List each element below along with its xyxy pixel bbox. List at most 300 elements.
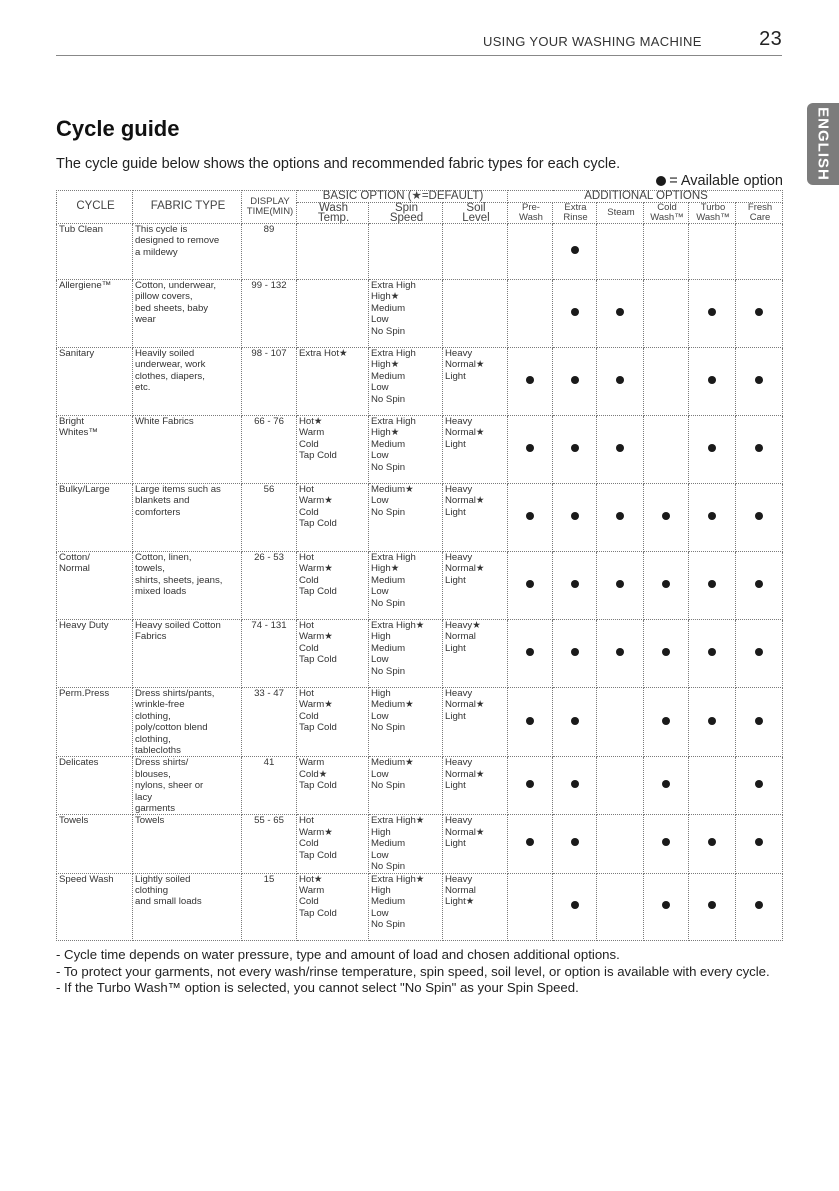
wash-temp-cell-line: Hot★ — [299, 873, 323, 885]
language-tab — [807, 103, 839, 185]
header-extra-rinse: Extra Rinse — [553, 203, 597, 224]
available-dot-icon — [616, 648, 624, 656]
option-cell — [508, 348, 553, 416]
header-turbo-wash: Turbo Wash™ — [689, 203, 736, 224]
cycle-cell — [57, 552, 133, 620]
cycle-cell — [57, 815, 133, 873]
available-dot-icon — [526, 648, 534, 656]
spin-speed-cell-line: Extra High — [371, 280, 416, 291]
time-cell: 26 - 53 — [242, 552, 297, 620]
available-dot-icon — [616, 444, 624, 452]
option-cell — [597, 224, 644, 280]
available-dot-icon — [616, 580, 624, 588]
wash-temp-cell-line: Warm★ — [299, 826, 333, 838]
fabric-cell — [133, 348, 242, 416]
option-cell — [644, 484, 689, 552]
available-dot-icon — [526, 780, 534, 788]
spin-speed-cell — [369, 815, 443, 873]
wash-temp-cell — [297, 224, 369, 280]
available-dot-icon — [662, 780, 670, 788]
wash-temp-cell — [297, 416, 369, 484]
available-dot-icon — [708, 901, 716, 909]
soil-level-cell-line: Heavy — [445, 757, 473, 769]
fabric-cell-line: White Fabrics — [135, 416, 194, 427]
cycle-cell — [57, 484, 133, 552]
header-soil-level: Soil Level — [443, 203, 508, 224]
spin-speed-cell-line: Low — [371, 382, 389, 394]
header-additional-options: ADDITIONAL OPTIONS — [508, 191, 783, 203]
spin-speed-cell-line: Medium — [371, 302, 406, 314]
wash-temp-cell-line: Cold — [299, 642, 319, 654]
table-row — [57, 552, 783, 620]
option-cell — [644, 280, 689, 348]
option-cell — [597, 620, 644, 688]
cycle-cell — [57, 873, 133, 940]
soil-level-cell — [443, 280, 508, 348]
soil-level-cell — [443, 815, 508, 873]
cycle-cell — [57, 416, 133, 484]
option-cell — [597, 416, 644, 484]
note-item: - If the Turbo Wash™ option is selected, you cannot select "No Spin" as your Spin Speed. — [56, 980, 579, 995]
wash-temp-cell-line: Cold — [299, 506, 319, 518]
option-cell — [553, 348, 597, 416]
fabric-cell — [133, 815, 242, 873]
soil-level-cell-line: Light — [445, 780, 466, 792]
spin-speed-cell-line: Medium — [371, 896, 406, 908]
option-cell — [508, 815, 553, 873]
spin-speed-cell — [369, 688, 443, 757]
option-cell — [597, 348, 644, 416]
option-cell — [553, 484, 597, 552]
time-cell: 89 — [242, 224, 297, 280]
spin-speed-cell-line: No Spin — [371, 393, 406, 405]
fabric-cell-line: garments — [135, 803, 175, 815]
option-cell — [553, 416, 597, 484]
option-cell — [689, 224, 736, 280]
spin-speed-cell-line: Medium — [371, 838, 406, 850]
fabric-cell-line: Dress shirts/ — [135, 757, 189, 769]
wash-temp-cell-line: Cold — [299, 574, 319, 586]
soil-level-cell-line: Normal★ — [445, 768, 485, 780]
cycle-cell — [57, 757, 133, 815]
fabric-cell-line: underwear, work — [135, 359, 206, 371]
cycle-cell — [57, 280, 133, 348]
cycle-cell-line: Normal — [59, 563, 90, 575]
available-dot-icon — [755, 444, 763, 452]
available-dot-icon — [708, 648, 716, 656]
spin-speed-cell — [369, 416, 443, 484]
wash-temp-cell-line: Cold — [299, 438, 319, 450]
spin-speed-cell-line: Medium★ — [371, 484, 414, 495]
spin-speed-cell-line: Extra High — [371, 348, 416, 359]
spin-speed-cell-line: Low — [371, 654, 389, 666]
soil-level-cell-line: Normal★ — [445, 427, 485, 439]
notes — [56, 947, 796, 997]
soil-level-cell-line: Light — [445, 370, 466, 382]
note-item: - Cycle time depends on water pressure, type and amount of load and chosen additional options. — [56, 947, 620, 962]
wash-temp-cell — [297, 484, 369, 552]
legend-label: = Available option — [669, 173, 783, 189]
available-dot-icon — [571, 246, 579, 254]
option-cell — [553, 280, 597, 348]
cycle-cell-line: Heavy Duty — [59, 620, 109, 631]
soil-level-cell-line: Light — [445, 642, 466, 654]
available-dot-icon — [755, 308, 763, 316]
cycle-cell — [57, 224, 133, 280]
soil-level-cell-line: Normal — [445, 631, 476, 643]
header-display-time: DISPLAY TIME(MIN) — [242, 191, 297, 224]
fabric-cell-line: comforters — [135, 506, 181, 518]
soil-level-cell-line: Heavy — [445, 815, 473, 827]
available-dot-icon — [662, 580, 670, 588]
wash-temp-cell — [297, 620, 369, 688]
available-dot-icon — [708, 717, 716, 725]
soil-level-cell-line: Normal★ — [445, 826, 485, 838]
option-cell — [553, 224, 597, 280]
available-dot-icon — [662, 648, 670, 656]
spin-speed-cell-line: Medium — [371, 574, 406, 586]
available-dot-icon — [526, 512, 534, 520]
option-cell — [644, 688, 689, 757]
option-cell — [508, 757, 553, 815]
option-cell — [689, 688, 736, 757]
fabric-cell — [133, 873, 242, 940]
soil-level-cell-line: Heavy — [445, 416, 473, 427]
soil-level-cell — [443, 620, 508, 688]
available-dot-icon — [571, 717, 579, 725]
available-dot-icon — [571, 512, 579, 520]
option-cell — [508, 416, 553, 484]
fabric-cell-line: Cotton, underwear, — [135, 280, 217, 291]
spin-speed-cell — [369, 280, 443, 348]
spin-speed-cell-line: Low — [371, 768, 389, 780]
available-dot-icon — [571, 648, 579, 656]
cycle-cell-line: Towels — [59, 815, 89, 827]
option-cell — [689, 280, 736, 348]
fabric-cell-line: bed sheets, baby — [135, 302, 209, 314]
available-dot-icon — [616, 376, 624, 384]
soil-level-cell-line: Heavy — [445, 688, 473, 699]
wash-temp-cell-line: Tap Cold — [299, 780, 337, 792]
option-cell — [508, 484, 553, 552]
spin-speed-cell-line: Medium — [371, 370, 406, 382]
spin-speed-cell-line: High★ — [371, 563, 400, 575]
fabric-cell — [133, 620, 242, 688]
fabric-cell-line: Heavily soiled — [135, 348, 195, 359]
soil-level-cell — [443, 348, 508, 416]
cycle-cell — [57, 688, 133, 757]
spin-speed-cell-line: Medium — [371, 438, 406, 450]
wash-temp-cell-line: Extra Hot★ — [299, 348, 348, 359]
option-cell — [553, 815, 597, 873]
soil-level-cell-line: Heavy — [445, 873, 473, 885]
fabric-cell-line: etc. — [135, 382, 151, 394]
cycle-cell-line: Whites™ — [59, 427, 98, 439]
wash-temp-cell — [297, 348, 369, 416]
cycle-cell-line: Delicates — [59, 757, 99, 769]
option-cell — [736, 757, 783, 815]
option-cell — [689, 815, 736, 873]
time-cell: 66 - 76 — [242, 416, 297, 484]
soil-level-cell-line: Normal — [445, 884, 476, 896]
available-dot-icon — [571, 308, 579, 316]
soil-level-cell-line: Normal★ — [445, 495, 485, 507]
option-cell — [644, 552, 689, 620]
spin-speed-cell-line: Extra High — [371, 416, 416, 427]
header-spin-speed: Spin Speed — [369, 203, 443, 224]
page-title: Cycle guide — [56, 116, 180, 141]
available-dot-icon — [755, 376, 763, 384]
table-row — [57, 280, 783, 348]
available-dot-icon — [755, 780, 763, 788]
available-dot-icon — [571, 444, 579, 452]
available-dot-icon — [571, 780, 579, 788]
spin-speed-cell-line: No Spin — [371, 919, 406, 931]
spin-speed-cell-line: No Spin — [371, 861, 406, 873]
option-cell — [553, 873, 597, 940]
wash-temp-cell-line: Tap Cold — [299, 586, 337, 598]
fabric-cell — [133, 688, 242, 757]
available-dot-icon — [708, 580, 716, 588]
wash-temp-cell — [297, 815, 369, 873]
spin-speed-cell — [369, 224, 443, 280]
option-cell — [644, 757, 689, 815]
option-cell — [644, 815, 689, 873]
option-cell — [689, 484, 736, 552]
header-cycle: CYCLE — [57, 191, 133, 224]
spin-speed-cell-line: High★ — [371, 359, 400, 371]
time-cell: 55 - 65 — [242, 815, 297, 873]
soil-level-cell — [443, 224, 508, 280]
soil-level-cell-line: Heavy — [445, 484, 473, 495]
option-cell — [597, 873, 644, 940]
cycle-cell-line: Speed Wash — [59, 873, 114, 885]
spin-speed-cell-line: No Spin — [371, 665, 406, 677]
soil-level-cell-line: Light — [445, 710, 466, 722]
spin-speed-cell — [369, 348, 443, 416]
language-tab-label: ENGLISH — [814, 107, 832, 181]
fabric-cell-line: poly/cotton blend — [135, 722, 208, 734]
available-dot-icon — [708, 838, 716, 846]
option-cell — [736, 873, 783, 940]
option-cell — [597, 688, 644, 757]
soil-level-cell-line: Light — [445, 574, 466, 586]
available-dot-icon — [616, 512, 624, 520]
option-cell — [736, 688, 783, 757]
option-cell — [597, 552, 644, 620]
wash-temp-cell-line: Hot — [299, 484, 314, 495]
header-pre-wash: Pre- Wash — [508, 203, 553, 224]
option-cell — [644, 224, 689, 280]
wash-temp-cell-line: Warm★ — [299, 631, 333, 643]
spin-speed-cell-line: High★ — [371, 291, 400, 303]
option-cell — [689, 552, 736, 620]
spin-speed-cell-line: Low — [371, 849, 389, 861]
wash-temp-cell-line: Warm — [299, 427, 325, 439]
option-cell — [553, 552, 597, 620]
spin-speed-cell — [369, 873, 443, 940]
table-row — [57, 620, 783, 688]
soil-level-cell-line: Normal★ — [445, 563, 485, 575]
table-row — [57, 416, 783, 484]
option-cell — [736, 552, 783, 620]
wash-temp-cell-line: Hot — [299, 620, 314, 631]
header-rule — [56, 55, 782, 56]
fabric-cell-line: wrinkle-free — [135, 699, 185, 711]
time-cell: 15 — [242, 873, 297, 940]
spin-speed-cell-line: Low — [371, 586, 389, 598]
soil-level-cell-line: Heavy — [445, 348, 473, 359]
header-cold-wash: Cold Wash™ — [644, 203, 689, 224]
time-cell: 74 - 131 — [242, 620, 297, 688]
available-dot-icon — [755, 901, 763, 909]
available-dot-icon — [526, 838, 534, 846]
intro-text: The cycle guide below shows the options and recommended fabric types for each cycle. — [56, 156, 621, 172]
spin-speed-cell — [369, 484, 443, 552]
spin-speed-cell-line: Extra High — [371, 552, 416, 563]
available-dot-icon — [755, 838, 763, 846]
fabric-cell-line: shirts, sheets, jeans, — [135, 574, 223, 586]
available-dot-icon — [662, 838, 670, 846]
available-dot-icon — [662, 512, 670, 520]
fabric-cell-line: nylons, sheer or — [135, 780, 204, 792]
spin-speed-cell-line: High — [371, 826, 391, 838]
fabric-cell-line: Lightly soiled — [135, 873, 191, 885]
option-cell — [736, 620, 783, 688]
wash-temp-cell-line: Tap Cold — [299, 849, 337, 861]
section-title: USING YOUR WASHING MACHINE — [483, 34, 702, 49]
spin-speed-cell-line: No Spin — [371, 780, 406, 792]
spin-speed-cell-line: Low — [371, 907, 389, 919]
wash-temp-cell-line: Warm — [299, 884, 325, 896]
time-cell: 56 — [242, 484, 297, 552]
cycle-cell — [57, 620, 133, 688]
spin-speed-cell — [369, 757, 443, 815]
header-fresh-care: Fresh Care — [736, 203, 783, 224]
cycle-cell-line: Cotton/ — [59, 552, 90, 563]
option-cell — [736, 416, 783, 484]
option-cell — [553, 688, 597, 757]
cycle-cell-line: Bright — [59, 416, 85, 427]
fabric-cell-line: clothing — [135, 884, 169, 896]
time-cell: 98 - 107 — [242, 348, 297, 416]
spin-speed-cell-line: High — [371, 884, 391, 896]
cycle-cell-line: Bulky/Large — [59, 484, 110, 495]
spin-speed-cell-line: Low — [371, 314, 389, 326]
available-dot-icon — [755, 512, 763, 520]
wash-temp-cell-line: Tap Cold — [299, 654, 337, 666]
option-cell — [597, 815, 644, 873]
spin-speed-cell-line: High — [371, 688, 391, 699]
fabric-cell-line: tablecloths — [135, 745, 181, 757]
option-cell — [689, 757, 736, 815]
legend — [656, 173, 783, 189]
wash-temp-cell-line: Hot★ — [299, 416, 323, 427]
soil-level-cell-line: Light — [445, 838, 466, 850]
time-cell: 41 — [242, 757, 297, 815]
header-steam: Steam — [597, 203, 644, 224]
soil-level-cell-line: Heavy — [445, 552, 473, 563]
available-dot-icon — [755, 648, 763, 656]
option-cell — [553, 620, 597, 688]
option-cell — [508, 688, 553, 757]
table-row — [57, 815, 783, 873]
spin-speed-cell — [369, 620, 443, 688]
wash-temp-cell — [297, 873, 369, 940]
option-cell — [689, 416, 736, 484]
available-dot-icon — [708, 444, 716, 452]
available-dot-icon — [571, 580, 579, 588]
available-dot-icon — [662, 717, 670, 725]
available-dot-icon — [526, 717, 534, 725]
spin-speed-cell-line: No Spin — [371, 461, 406, 473]
soil-level-cell-line: Light — [445, 438, 466, 450]
fabric-cell — [133, 757, 242, 815]
wash-temp-cell — [297, 552, 369, 620]
available-dot-icon — [571, 901, 579, 909]
available-dot-icon — [755, 580, 763, 588]
wash-temp-cell — [297, 280, 369, 348]
soil-level-cell-line: Light★ — [445, 896, 475, 908]
available-dot-icon — [616, 308, 624, 316]
fabric-cell-line: Fabrics — [135, 631, 167, 643]
soil-level-cell-line: Light — [445, 506, 466, 518]
cycle-cell-line: Allergiene™ — [59, 280, 112, 291]
fabric-cell — [133, 280, 242, 348]
wash-temp-cell — [297, 688, 369, 757]
option-cell — [508, 280, 553, 348]
fabric-cell-line: lacy — [135, 791, 153, 803]
note-item: - To protect your garments, not every wash/rinse temperature, spin speed, soil level, or option is available with every cycle. — [56, 963, 770, 979]
available-dot-icon — [708, 512, 716, 520]
cycle-cell-line: Sanitary — [59, 348, 95, 359]
spin-speed-cell-line: No Spin — [371, 325, 406, 337]
fabric-cell-line: Large items such as — [135, 484, 221, 495]
option-cell — [597, 484, 644, 552]
table-row — [57, 224, 783, 280]
spin-speed-cell-line: No Spin — [371, 506, 406, 518]
spin-speed-cell — [369, 552, 443, 620]
option-cell — [644, 348, 689, 416]
option-cell — [508, 873, 553, 940]
spin-speed-cell-line: Extra High★ — [371, 815, 425, 827]
option-cell — [689, 620, 736, 688]
soil-level-cell-line: Heavy★ — [445, 620, 481, 631]
soil-level-cell — [443, 484, 508, 552]
spin-speed-cell-line: High★ — [371, 427, 400, 439]
table-row — [57, 348, 783, 416]
wash-temp-cell-line: Warm — [299, 757, 325, 769]
cycle-cell-line: Tub Clean — [59, 224, 103, 235]
fabric-cell-line: Dress shirts/pants, — [135, 688, 215, 699]
fabric-cell-line: Heavy soiled Cotton — [135, 620, 221, 631]
wash-temp-cell-line: Cold★ — [299, 768, 328, 780]
available-dot-icon — [571, 838, 579, 846]
option-cell — [736, 815, 783, 873]
fabric-cell-line: clothing, — [135, 733, 171, 745]
option-cell — [553, 757, 597, 815]
fabric-cell-line: wear — [135, 314, 156, 326]
option-cell — [644, 416, 689, 484]
spin-speed-cell-line: High — [371, 631, 391, 643]
option-cell — [736, 280, 783, 348]
fabric-cell-line: mixed loads — [135, 586, 187, 598]
header-fabric-type: FABRIC TYPE — [133, 191, 242, 224]
soil-level-cell — [443, 552, 508, 620]
option-cell — [689, 348, 736, 416]
fabric-cell-line: Cotton, linen, — [135, 552, 192, 563]
cycle-cell-line: Perm.Press — [59, 688, 110, 699]
